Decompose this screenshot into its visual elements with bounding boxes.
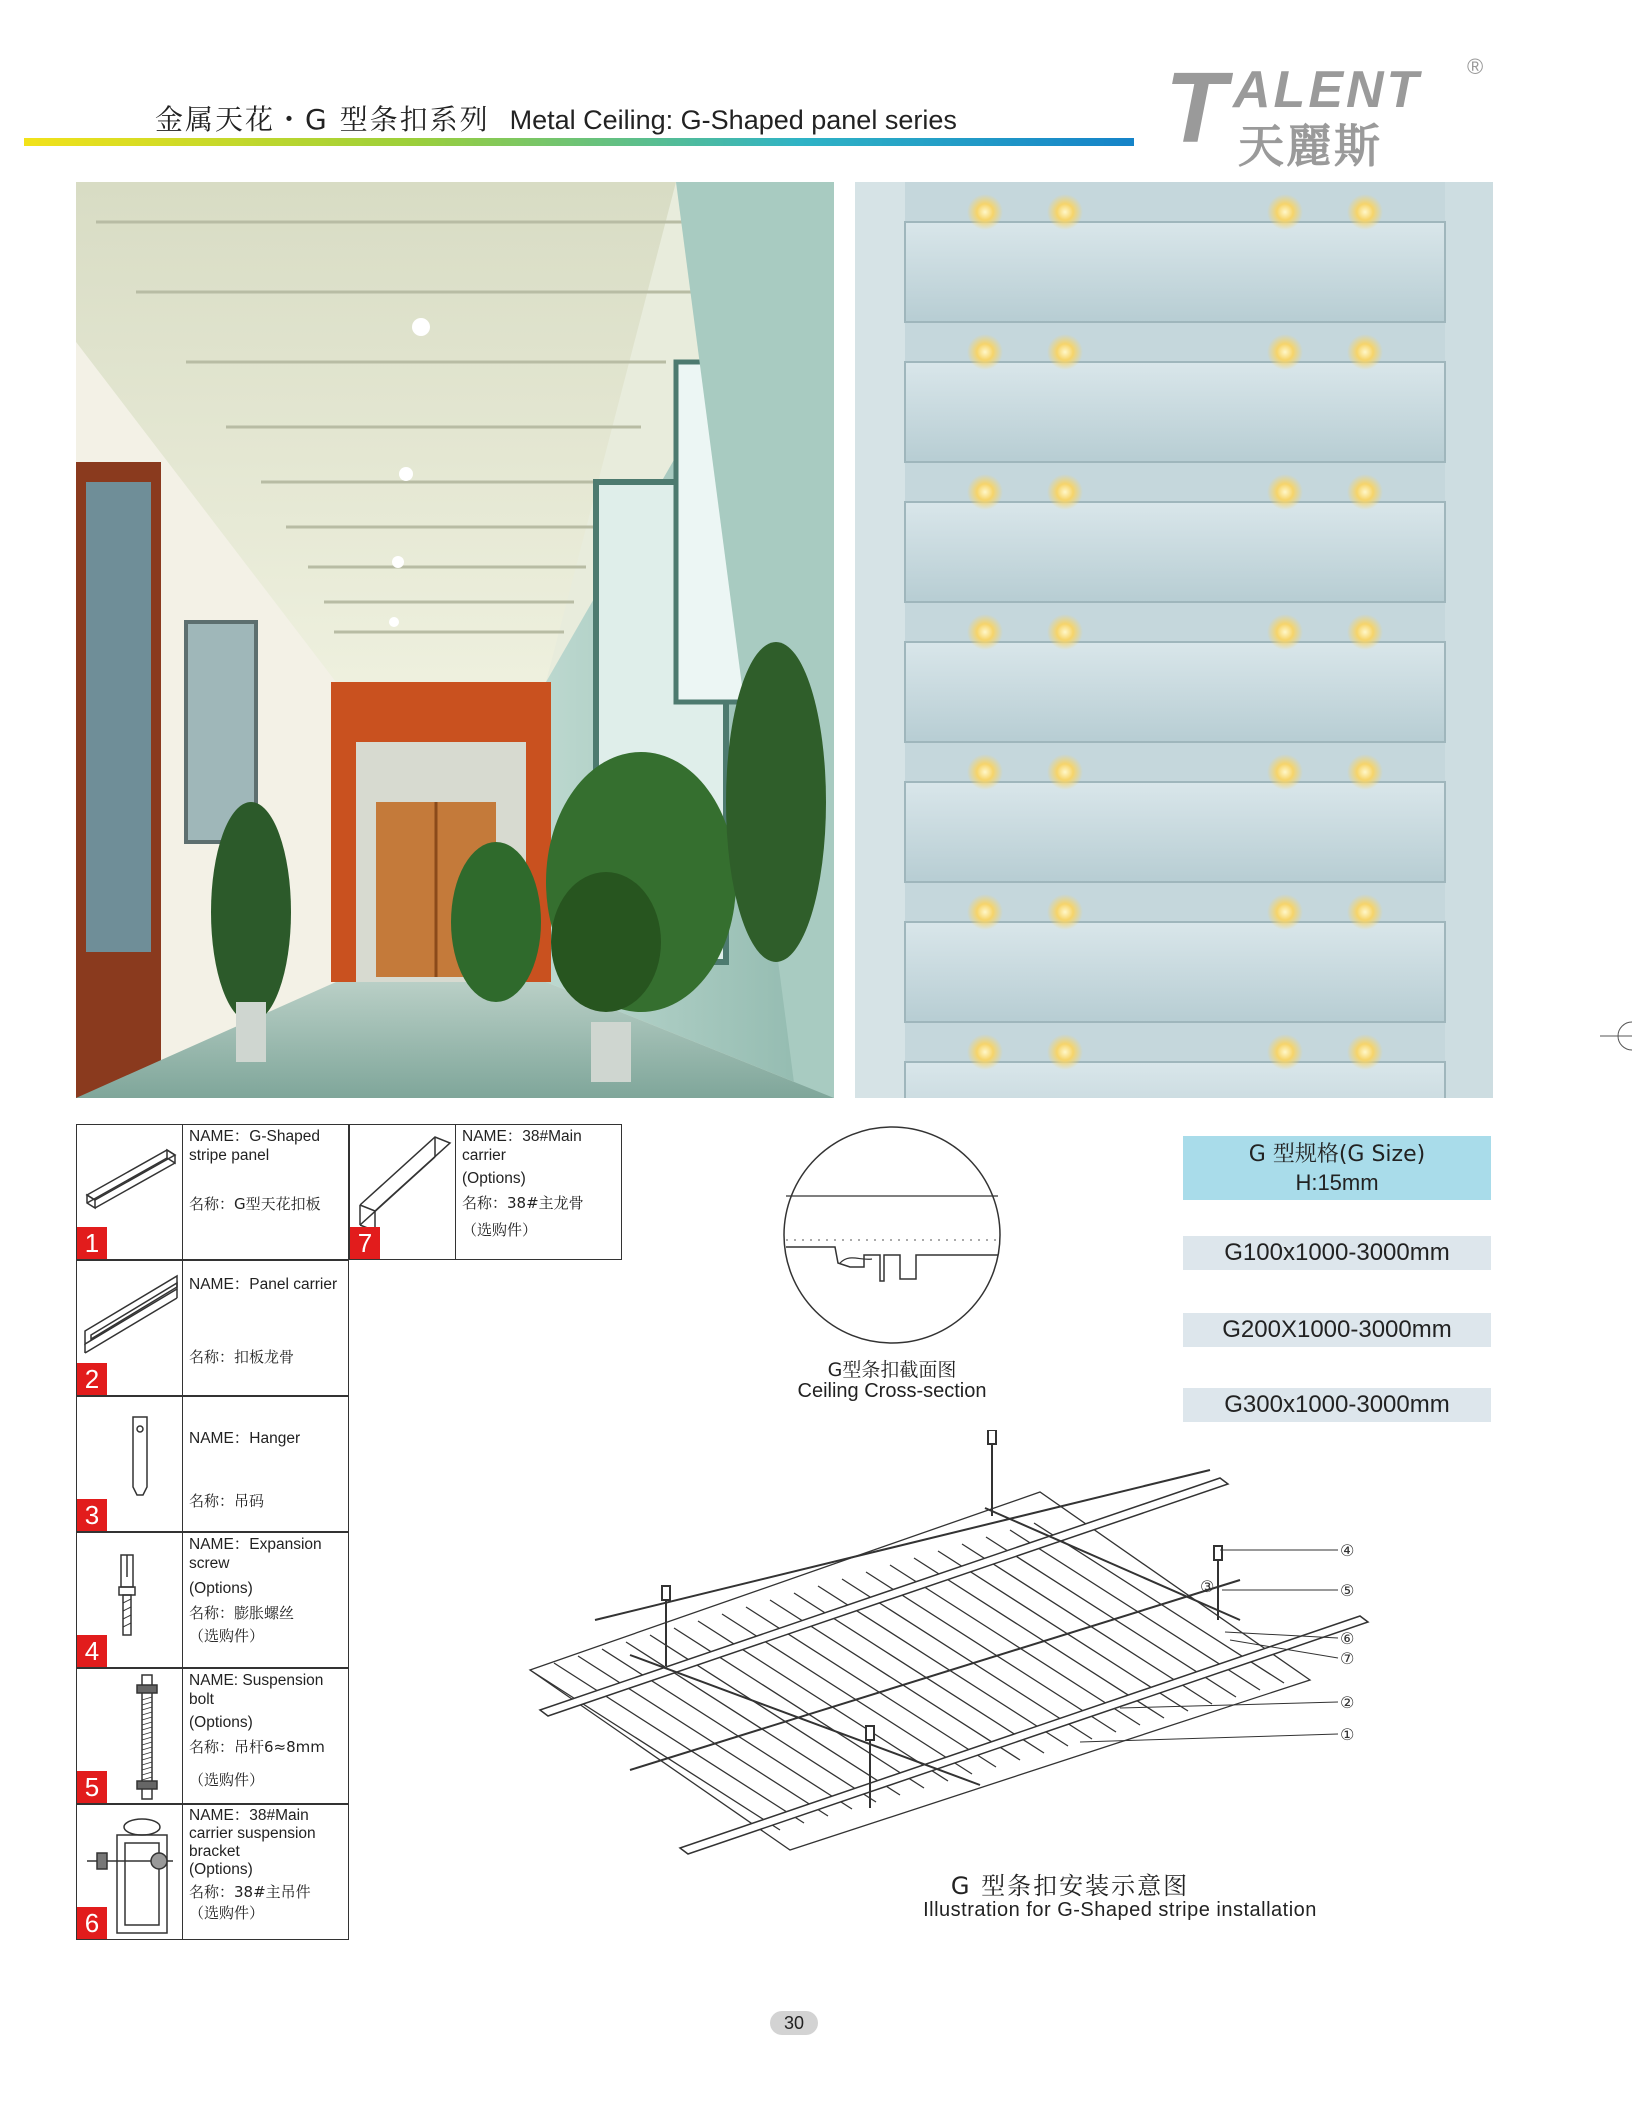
downlight: [1347, 614, 1383, 650]
page-number: 30: [770, 2011, 818, 2035]
part-option-cn: （选购件）: [462, 1221, 538, 1239]
part-option-cn: （选购件）: [189, 1627, 265, 1645]
size-row-g200: G200X1000-3000mm: [1183, 1313, 1491, 1347]
downlight: [1347, 754, 1383, 790]
ceiling-panel: [905, 922, 1445, 1022]
part-1-cell: [76, 1124, 349, 1260]
part-number: 6: [77, 1907, 107, 1939]
downlight: [1047, 334, 1083, 370]
part-name-cn: 名称：G型天花扣板: [189, 1195, 321, 1213]
downlight: [967, 1034, 1003, 1070]
part-5-cell: [76, 1668, 349, 1804]
downlight: [967, 894, 1003, 930]
downlight: [1267, 334, 1303, 370]
cross-section-caption-en: Ceiling Cross-section: [797, 1380, 987, 1402]
part-number: 2: [77, 1363, 107, 1395]
downlight: [1267, 194, 1303, 230]
part-number: 3: [77, 1499, 107, 1531]
part-name-cn: 名称：38#主龙骨: [462, 1194, 584, 1212]
part-name-en: NAME：Expansion screw: [189, 1536, 322, 1572]
callout-1: ①: [1340, 1725, 1355, 1744]
ceiling-panel: [905, 502, 1445, 602]
downlight: [1047, 894, 1083, 930]
part-number: 7: [350, 1227, 380, 1259]
downlight: [1047, 474, 1083, 510]
downlight: [1267, 614, 1303, 650]
callout-6: ⑥: [1340, 1629, 1355, 1648]
part-number: 1: [77, 1227, 107, 1259]
part-7-cell: [349, 1124, 622, 1260]
part-name-cn: 名称：膨胀螺丝: [189, 1604, 295, 1622]
downlight: [1347, 1034, 1383, 1070]
downlight: [967, 474, 1003, 510]
size-row-g300: G300x1000-3000mm: [1183, 1388, 1491, 1422]
part-name-cn: 名称：38#主吊件: [189, 1883, 311, 1901]
installation-caption-en: Illustration for G-Shaped stripe installation: [923, 1899, 1317, 1921]
part-option-cn: （选购件）: [189, 1904, 265, 1922]
callout-2: ②: [1340, 1693, 1355, 1712]
part-option-cn: （选购件）: [189, 1771, 265, 1789]
callout-4: ④: [1340, 1541, 1355, 1560]
part-option: (Options): [462, 1170, 526, 1187]
registration-mark-icon: [1600, 1020, 1632, 1052]
downlight: [1047, 194, 1083, 230]
header-gradient-bar: [24, 138, 1134, 146]
downlight: [1347, 194, 1383, 230]
callout-7: ⑦: [1340, 1649, 1355, 1668]
downlight: [1347, 474, 1383, 510]
part-3-cell: [76, 1396, 349, 1532]
part-4-cell: [76, 1532, 349, 1668]
part-option: (Options): [189, 1580, 253, 1597]
part-name-en: NAME：Hanger: [189, 1430, 301, 1447]
downlight: [1047, 1034, 1083, 1070]
part-2-cell: [76, 1260, 349, 1396]
downlight: [1347, 334, 1383, 370]
downlight: [1267, 894, 1303, 930]
ceiling-outline: [530, 1492, 1310, 1850]
title-cn: 金属天花・G 型条扣系列: [155, 103, 490, 136]
downlight: [1267, 754, 1303, 790]
part-number: 5: [77, 1771, 107, 1803]
size-row-g100: G100x1000-3000mm: [1183, 1236, 1491, 1270]
downlight: [1047, 754, 1083, 790]
downlight: [967, 334, 1003, 370]
ceiling-panel: [905, 642, 1445, 742]
part-number: 4: [77, 1635, 107, 1667]
downlight: [1267, 474, 1303, 510]
part-name-cn: 名称：吊码: [189, 1492, 265, 1510]
downlight: [967, 614, 1003, 650]
title-en: Metal Ceiling: G-Shaped panel series: [509, 105, 957, 135]
part-name-en: NAME: Suspension bolt: [189, 1672, 324, 1708]
page-title: [155, 98, 957, 138]
corridor-photo: [76, 182, 834, 1098]
downlight: [967, 754, 1003, 790]
ceiling-panel: [905, 222, 1445, 322]
size-header: G 型规格(G Size) H:15mm: [1183, 1136, 1491, 1200]
part-name-en: NAME：38#Main carrier: [462, 1128, 582, 1164]
downlight: [967, 194, 1003, 230]
part-name-en: NAME：38#Main carrier suspension bracket: [189, 1807, 316, 1860]
cross-section-diagram: [780, 1123, 1004, 1347]
callout-5: ⑤: [1340, 1581, 1355, 1600]
talent-logo: T ALENT 天麗斯 ®: [1165, 52, 1484, 173]
downlight: [1047, 614, 1083, 650]
installation-diagram: [520, 1430, 1380, 1890]
part-name-en: NAME：G-Shaped stripe panel: [189, 1128, 320, 1164]
part-name-cn: 名称：扣板龙骨: [189, 1348, 295, 1366]
panel-lights-photo: [855, 182, 1493, 1098]
downlight: [1347, 894, 1383, 930]
downlight: [1267, 1034, 1303, 1070]
cross-section-caption-cn: G型条扣截面图: [827, 1359, 957, 1381]
installation-caption-cn: G 型条扣安装示意图: [950, 1872, 1190, 1900]
part-option: (Options): [189, 1714, 253, 1731]
ceiling-panel: [905, 782, 1445, 882]
part-6-cell: [76, 1804, 349, 1940]
part-name-cn: 名称：吊杆6≈8mm: [189, 1738, 325, 1756]
part-option: (Options): [189, 1861, 253, 1878]
ceiling-panel: [905, 362, 1445, 462]
callout-3: ③: [1200, 1577, 1215, 1596]
part-name-en: NAME：Panel carrier: [189, 1276, 338, 1293]
